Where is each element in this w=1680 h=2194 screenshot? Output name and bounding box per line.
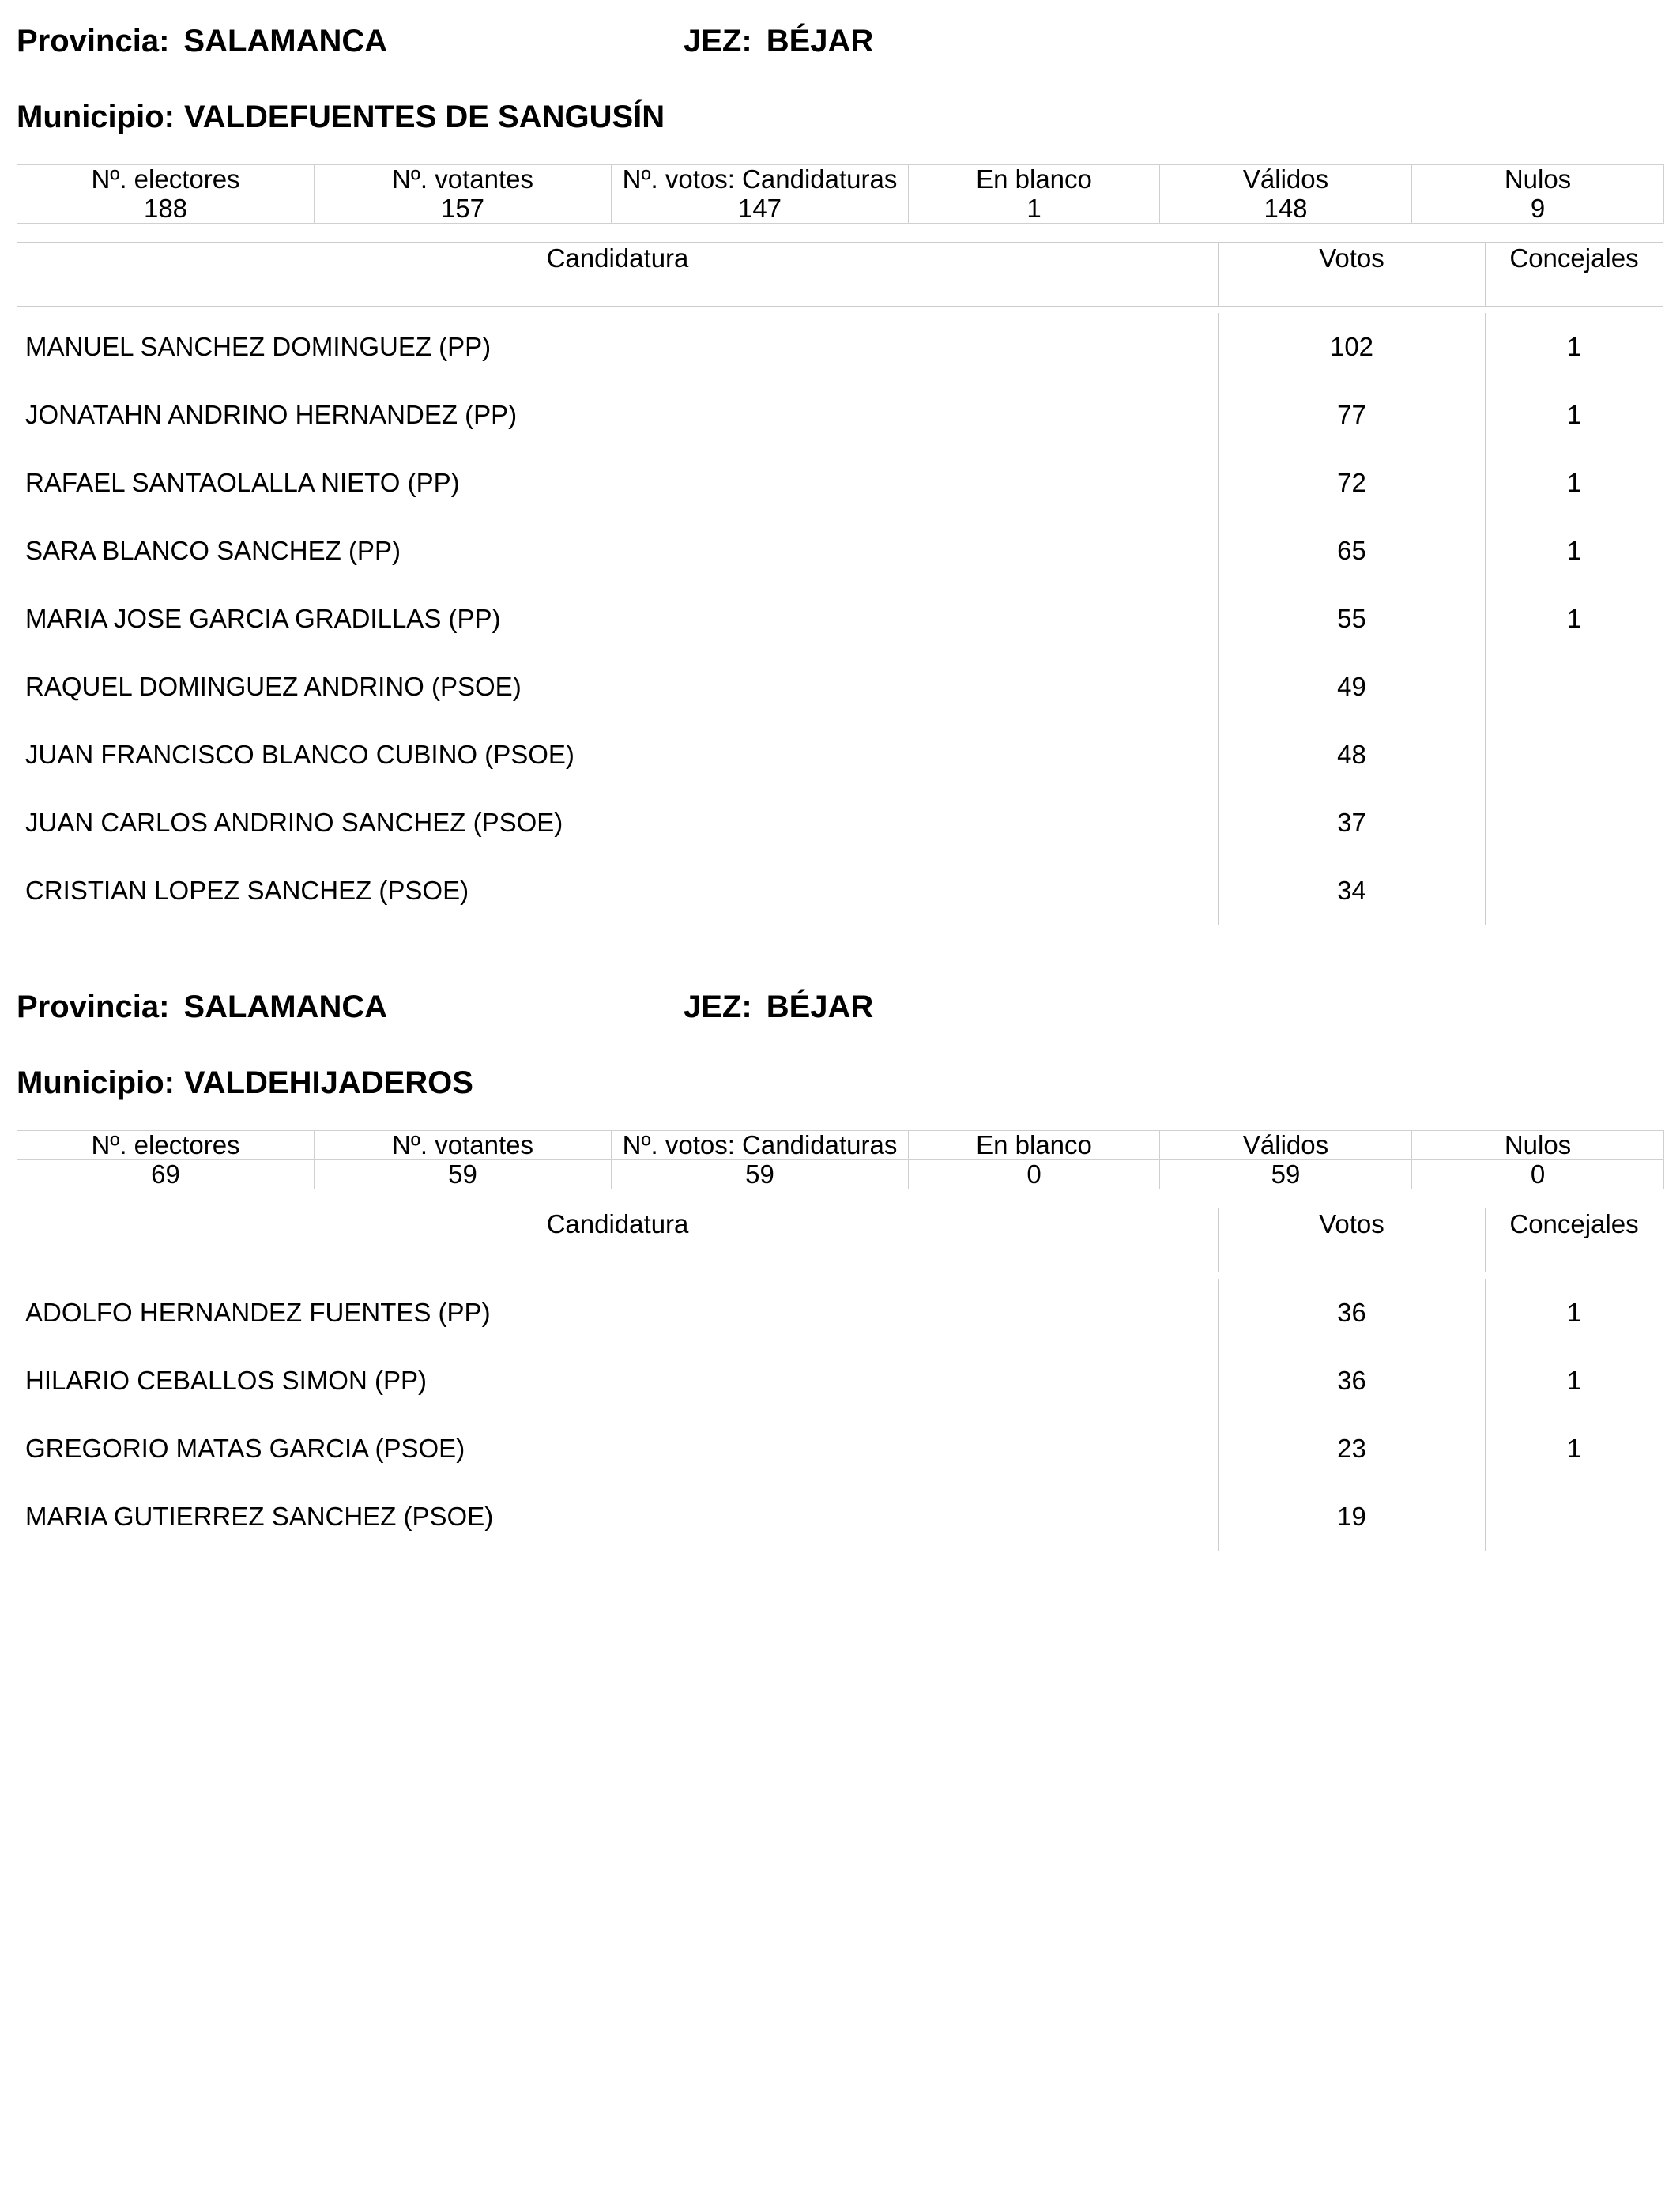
candidate-votes: 77 — [1219, 381, 1486, 449]
candidate-name: RAQUEL DOMINGUEZ ANDRINO (PSOE) — [17, 653, 1219, 721]
candidates-body — [17, 307, 1663, 925]
candidate-votes: 23 — [1219, 1415, 1486, 1483]
candidate-name: MARIA GUTIERREZ SANCHEZ (PSOE) — [17, 1483, 1219, 1551]
candidate-name: ADOLFO HERNANDEZ FUENTES (PP) — [17, 1279, 1219, 1347]
stats-value-cell: 59 — [1160, 1160, 1412, 1189]
candidate-name: JUAN FRANCISCO BLANCO CUBINO (PSOE) — [17, 721, 1219, 789]
stats-header-cell: Válidos — [1160, 1131, 1412, 1160]
municipio-label: Municipio: — [17, 1065, 175, 1100]
stats-value-cell: 0 — [909, 1160, 1160, 1189]
candidate-row — [17, 1415, 1663, 1483]
candidate-concejales: 1 — [1566, 604, 1582, 633]
candidates-table — [17, 242, 1663, 925]
stats-value-cell: 0 — [1412, 1160, 1664, 1189]
candidate-row — [17, 721, 1663, 789]
stats-header-row — [17, 1131, 1664, 1160]
jez-label: JEZ: — [684, 24, 752, 58]
votos-header: Votos — [1219, 243, 1486, 306]
stats-table — [17, 164, 1664, 224]
stats-header-cell: Nº. votantes — [315, 1131, 612, 1160]
candidate-name: GREGORIO MATAS GARCIA (PSOE) — [17, 1415, 1219, 1483]
concejales-header: Concejales — [1509, 1209, 1639, 1238]
candidate-name: HILARIO CEBALLOS SIMON (PP) — [17, 1347, 1219, 1415]
provincia-line — [17, 988, 387, 1026]
jez-value: BÉJAR — [766, 24, 874, 58]
candidate-concejales: 1 — [1566, 1298, 1582, 1327]
candidate-row — [17, 857, 1663, 925]
stats-value-cell: 157 — [315, 194, 612, 224]
candidate-name: JONATAHN ANDRINO HERNANDEZ (PP) — [17, 381, 1219, 449]
candidate-concejales: 1 — [1566, 332, 1582, 361]
stats-header-cell: En blanco — [909, 165, 1160, 194]
candidatura-header: Candidatura — [17, 243, 1219, 306]
candidate-votes: 48 — [1219, 721, 1486, 789]
stats-header-cell: Nº. electores — [17, 165, 315, 194]
candidate-concejales — [1486, 1483, 1663, 1551]
stats-value-cell: 1 — [909, 194, 1160, 224]
stats-header-cell: Nulos — [1412, 1131, 1664, 1160]
candidate-name: MANUEL SANCHEZ DOMINGUEZ (PP) — [17, 313, 1219, 381]
stats-table — [17, 1130, 1664, 1189]
provincia-value: SALAMANCA — [183, 24, 388, 58]
stats-header-cell: Nulos — [1412, 165, 1664, 194]
provincia-value: SALAMANCA — [183, 990, 388, 1024]
stats-value-cell: 147 — [612, 194, 909, 224]
candidate-name: JUAN CARLOS ANDRINO SANCHEZ (PSOE) — [17, 789, 1219, 857]
candidate-votes: 65 — [1219, 517, 1486, 585]
candidate-row — [17, 789, 1663, 857]
candidate-row — [17, 1272, 1663, 1347]
stats-value-row — [17, 194, 1664, 224]
stats-header-cell: En blanco — [909, 1131, 1160, 1160]
candidate-row — [17, 449, 1663, 517]
candidate-concejales — [1486, 857, 1663, 925]
candidate-name: SARA BLANCO SANCHEZ (PP) — [17, 517, 1219, 585]
candidates-header-row — [17, 243, 1663, 307]
stats-value-cell: 148 — [1160, 194, 1412, 224]
stats-header-cell: Nº. votos: Candidaturas — [612, 1131, 909, 1160]
candidate-row — [17, 1347, 1663, 1415]
candidate-votes: 34 — [1219, 857, 1486, 925]
candidates-body — [17, 1272, 1663, 1551]
municipio-label: Municipio: — [17, 100, 175, 134]
stats-header-cell: Nº. votantes — [315, 165, 612, 194]
stats-value-cell: 59 — [315, 1160, 612, 1189]
candidate-votes: 55 — [1219, 585, 1486, 653]
municipio-line — [17, 1064, 473, 1102]
stats-header-row — [17, 165, 1664, 194]
candidate-votes: 37 — [1219, 789, 1486, 857]
stats-header-cell: Nº. votos: Candidaturas — [612, 165, 909, 194]
provincia-label: Provincia: — [17, 990, 170, 1024]
candidate-concejales — [1486, 789, 1663, 857]
candidate-row — [17, 381, 1663, 449]
stats-header-cell: Nº. electores — [17, 1131, 315, 1160]
candidate-row — [17, 585, 1663, 653]
candidate-votes: 49 — [1219, 653, 1486, 721]
municipio-line — [17, 98, 665, 136]
jez-line — [684, 22, 873, 60]
candidate-row — [17, 307, 1663, 381]
provincia-label: Provincia: — [17, 24, 170, 58]
jez-line — [684, 988, 873, 1026]
municipio-value: VALDEHIJADEROS — [183, 1065, 473, 1100]
candidate-votes: 72 — [1219, 449, 1486, 517]
candidatura-header: Candidatura — [17, 1208, 1219, 1272]
candidate-row — [17, 1483, 1663, 1551]
jez-label: JEZ: — [684, 990, 752, 1024]
jez-value: BÉJAR — [766, 990, 874, 1024]
candidate-row — [17, 653, 1663, 721]
candidate-name: MARIA JOSE GARCIA GRADILLAS (PP) — [17, 585, 1219, 653]
candidate-votes: 36 — [1219, 1347, 1486, 1415]
provincia-line — [17, 22, 387, 60]
candidate-concejales: 1 — [1566, 468, 1582, 497]
candidate-concejales: 1 — [1566, 1434, 1582, 1463]
candidate-name: CRISTIAN LOPEZ SANCHEZ (PSOE) — [17, 857, 1219, 925]
stats-value-cell: 59 — [612, 1160, 909, 1189]
municipio-value: VALDEFUENTES DE SANGUSÍN — [183, 100, 665, 134]
candidate-concejales — [1486, 721, 1663, 789]
stats-value-cell: 9 — [1412, 194, 1664, 224]
candidate-votes: 36 — [1219, 1279, 1486, 1347]
stats-value-cell: 69 — [17, 1160, 315, 1189]
concejales-header: Concejales — [1509, 243, 1639, 273]
candidate-votes: 102 — [1219, 313, 1486, 381]
candidate-concejales: 1 — [1566, 400, 1582, 429]
candidate-concejales — [1486, 653, 1663, 721]
stats-header-cell: Válidos — [1160, 165, 1412, 194]
candidate-votes: 19 — [1219, 1483, 1486, 1551]
stats-value-row — [17, 1160, 1664, 1189]
candidates-table — [17, 1208, 1663, 1551]
votos-header: Votos — [1219, 1208, 1486, 1272]
candidates-header-row — [17, 1208, 1663, 1272]
stats-value-cell: 188 — [17, 194, 315, 224]
candidate-name: RAFAEL SANTAOLALLA NIETO (PP) — [17, 449, 1219, 517]
candidate-concejales: 1 — [1566, 536, 1582, 565]
candidate-row — [17, 517, 1663, 585]
candidate-concejales: 1 — [1566, 1366, 1582, 1395]
